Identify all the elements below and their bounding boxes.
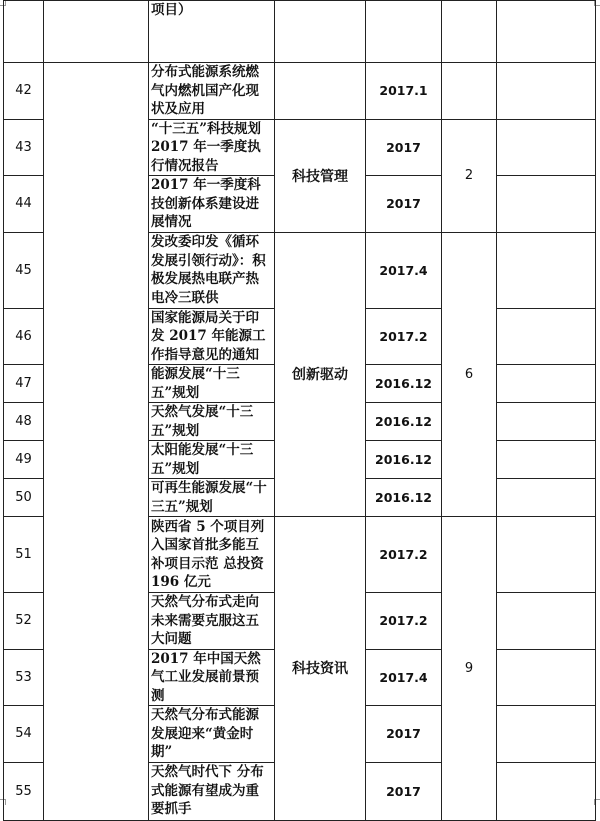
- table-row: [4, 63, 596, 120]
- count-cell: [442, 1, 497, 63]
- title-cell: 发改委印发《循环发展引领行动》：积极发展热电联产热电冷三联供: [149, 232, 275, 308]
- remark-cell: [497, 517, 596, 593]
- table-row: [4, 1, 596, 63]
- row-number: 47: [4, 365, 44, 403]
- row-number: 42: [4, 63, 44, 120]
- title-cell: 天然气发展“十三五”规划: [149, 403, 275, 441]
- date-cell: 2017: [366, 119, 442, 176]
- date-cell: 2017.4: [366, 649, 442, 706]
- title-cell: 天然气时代下 分布式能源有望成为重要抓手: [149, 762, 275, 820]
- date-cell: 2017.1: [366, 63, 442, 120]
- date-cell: 2016.12: [366, 365, 442, 403]
- remark-cell: [497, 479, 596, 517]
- date-cell: 2017.2: [366, 517, 442, 593]
- remark-cell: [497, 308, 596, 365]
- remark-cell: [497, 403, 596, 441]
- title-cell: 分布式能源系统燃气内燃机国产化现状及应用: [149, 63, 275, 120]
- remark-cell: [497, 365, 596, 403]
- date-cell: 2017: [366, 176, 442, 233]
- remark-cell: [497, 762, 596, 820]
- remark-cell: [497, 593, 596, 650]
- count-cell: 6: [442, 232, 497, 517]
- blank-cell: [44, 63, 149, 821]
- row-number: 54: [4, 706, 44, 763]
- row-number: 52: [4, 593, 44, 650]
- date-cell: 2017: [366, 706, 442, 763]
- title-cell: 天然气分布式走向未来需要克服这五大问题: [149, 593, 275, 650]
- category-cell: 科技资讯: [275, 517, 366, 821]
- date-cell: 2017.4: [366, 232, 442, 308]
- title-cell: 项目）: [149, 1, 275, 63]
- date-cell: 2016.12: [366, 441, 442, 479]
- date-cell: 2016.12: [366, 403, 442, 441]
- row-number: 51: [4, 517, 44, 593]
- index-cell: [4, 1, 44, 63]
- row-number: 49: [4, 441, 44, 479]
- date-cell: 2017: [366, 762, 442, 820]
- remark-cell: [497, 706, 596, 763]
- remark-cell: [497, 649, 596, 706]
- title-cell: “十三五”科技规划 2017 年一季度执行情况报告: [149, 119, 275, 176]
- row-number: 44: [4, 176, 44, 233]
- row-number: 45: [4, 232, 44, 308]
- row-number: 46: [4, 308, 44, 365]
- title-cell: 天然气分布式能源发展迎来“黄金时期”: [149, 706, 275, 763]
- date-cell: 2017.2: [366, 308, 442, 365]
- project-list-table: [3, 0, 596, 821]
- count-cell: [442, 63, 497, 120]
- remark-cell: [497, 119, 596, 176]
- row-number: 48: [4, 403, 44, 441]
- category-cell: 创新驱动: [275, 232, 366, 517]
- row-number: 55: [4, 762, 44, 820]
- category-cell: [275, 1, 366, 63]
- row-number: 43: [4, 119, 44, 176]
- remark-cell: [497, 176, 596, 233]
- date-cell: 2016.12: [366, 479, 442, 517]
- row-number: 50: [4, 479, 44, 517]
- count-cell: 9: [442, 517, 497, 821]
- remark-cell: [497, 1, 596, 63]
- row-number: 53: [4, 649, 44, 706]
- count-cell: 2: [442, 119, 497, 232]
- blank-cell: [44, 1, 149, 63]
- category-cell: [275, 63, 366, 120]
- date-cell: 2017.2: [366, 593, 442, 650]
- remark-cell: [497, 63, 596, 120]
- remark-cell: [497, 441, 596, 479]
- date-cell: [366, 1, 442, 63]
- title-cell: 可再生能源发展“十三五”规划: [149, 479, 275, 517]
- title-cell: 能源发展“十三五”规划: [149, 365, 275, 403]
- title-cell: 陕西省 5 个项目列入国家首批多能互补项目示范 总投资 196 亿元: [149, 517, 275, 593]
- category-cell: 科技管理: [275, 119, 366, 232]
- remark-cell: [497, 232, 596, 308]
- title-cell: 2017 年一季度科技创新体系建设进展情况: [149, 176, 275, 233]
- title-cell: 2017 年中国天然气工业发展前景预测: [149, 649, 275, 706]
- title-cell: 国家能源局关于印发 2017 年能源工作指导意见的通知: [149, 308, 275, 365]
- title-cell: 太阳能发展“十三五”规划: [149, 441, 275, 479]
